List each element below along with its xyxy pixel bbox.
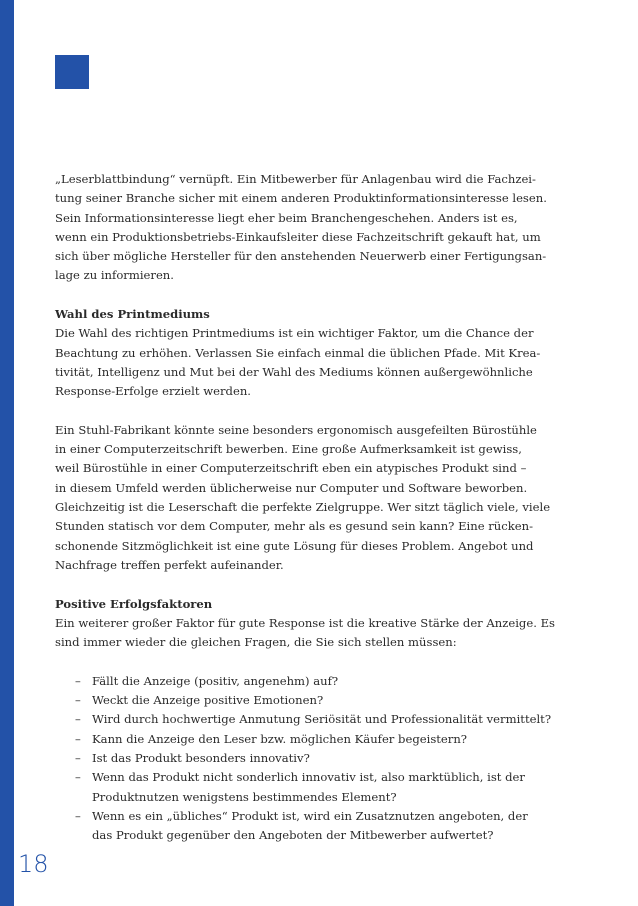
- text-line: Fällt die Anzeige (positiv, angenehm) auf?: [92, 673, 339, 688]
- text-line: tivität, Intelligenz und Mut bei der Wahl des Mediums können außergewöhnliche: [55, 364, 533, 379]
- list-item: [75, 768, 560, 807]
- text-line: Gleichzeitig ist die Leserschaft die perfekte Zielgruppe. Wer sitzt täglich viele, viele: [55, 500, 551, 515]
- text-line: wenn ein Produktionsbetriebs-Einkaufsleiter diese Fachzeitschrift gekauft hat, um: [55, 229, 541, 244]
- list-item: [75, 807, 560, 846]
- list-item: [75, 749, 560, 768]
- text-line: Beachtung zu erhöhen. Verlassen Sie einfach einmal die üblichen Pfade. Mit Krea-: [55, 345, 541, 360]
- text-line: tung seiner Branche sicher mit einem anderen Produktinformationsinteresse lesen.: [55, 191, 547, 206]
- dash-bullet: –: [75, 808, 81, 823]
- question-list: [55, 672, 560, 846]
- page-number: 18: [18, 850, 49, 878]
- left-accent-bar: [0, 0, 14, 906]
- dash-bullet: –: [75, 712, 81, 727]
- section-erfolgsfaktoren: [55, 595, 560, 653]
- text-line: Produktnutzen wenigstens bestimmendes Element?: [92, 789, 397, 804]
- text-line: Sein Informationsinteresse liegt eher beim Branchengeschehen. Anders ist es,: [55, 210, 518, 225]
- text-line: weil Bürostühle in einer Computerzeitschrift eben ein atypisches Produkt sind –: [55, 461, 527, 476]
- text-line: Wenn das Produkt nicht sonderlich innovativ ist, also marktüblich, ist der: [92, 770, 525, 785]
- text-line: „Leserblattbindung“ vernüpft. Ein Mitbewerber für Anlagenbau wird die Fachzei-: [55, 172, 536, 186]
- text-line: schonende Sitzmöglichkeit ist eine gute Lösung für dieses Problem. Angebot und: [55, 538, 534, 553]
- list-item: [75, 672, 560, 691]
- text-line: in diesem Umfeld werden üblicherweise nur Computer und Software beworben.: [55, 480, 528, 495]
- text-line: Wird durch hochwertige Anmutung Seriösität und Professionalität vermittelt?: [92, 712, 552, 727]
- section-heading: Positive Erfolgsfaktoren: [55, 596, 213, 611]
- blue-square-marker: [55, 55, 89, 89]
- text-line: Weckt die Anzeige positive Emotionen?: [92, 693, 324, 708]
- text-line: sind immer wieder die gleichen Fragen, die Sie sich stellen müssen:: [55, 635, 457, 650]
- section-printmedium: [55, 305, 560, 401]
- dash-bullet: –: [75, 750, 81, 765]
- paragraph-1: [55, 170, 560, 286]
- text-line: Die Wahl des richtigen Printmediums ist ein wichtiger Faktor, um die Chance der: [55, 326, 534, 341]
- text-line: lage zu informieren.: [55, 268, 174, 283]
- section-heading: Wahl des Printmediums: [55, 307, 210, 322]
- text-line: sich über mögliche Hersteller für den anstehenden Neuerwerb einer Fertigungsan-: [55, 249, 547, 264]
- page-content: [55, 170, 560, 845]
- list-item: [75, 730, 560, 749]
- dash-bullet: –: [75, 770, 81, 785]
- text-line: Stunden statisch vor dem Computer, mehr als es gesund sein kann? Eine rücken-: [55, 519, 534, 534]
- text-line: Ist das Produkt besonders innovativ?: [92, 750, 310, 765]
- text-line: in einer Computerzeitschrift bewerben. Eine große Aufmerksamkeit ist gewiss,: [55, 442, 522, 457]
- text-line: das Produkt gegenüber den Angeboten der Mitbewerber aufwertet?: [92, 828, 494, 843]
- text-line: Ein weiterer großer Faktor für gute Response ist die kreative Stärke der Anzeige. Es: [55, 615, 555, 630]
- text-line: Wenn es ein „übliches“ Produkt ist, wird ein Zusatznutzen angeboten, der: [92, 808, 528, 823]
- dash-bullet: –: [75, 693, 81, 708]
- text-line: Response-Erfolge erzielt werden.: [55, 384, 251, 399]
- text-line: Ein Stuhl-Fabrikant könnte seine besonders ergonomisch ausgefeilten Bürostühle: [55, 422, 537, 437]
- dash-bullet: –: [75, 673, 81, 688]
- text-line: Nachfrage treffen perfekt aufeinander.: [55, 557, 284, 572]
- paragraph-2: [55, 421, 560, 575]
- dash-bullet: –: [75, 731, 81, 746]
- text-line: Kann die Anzeige den Leser bzw. möglichen Käufer begeistern?: [92, 731, 468, 746]
- list-item: [75, 691, 560, 710]
- list-item: [75, 710, 560, 729]
